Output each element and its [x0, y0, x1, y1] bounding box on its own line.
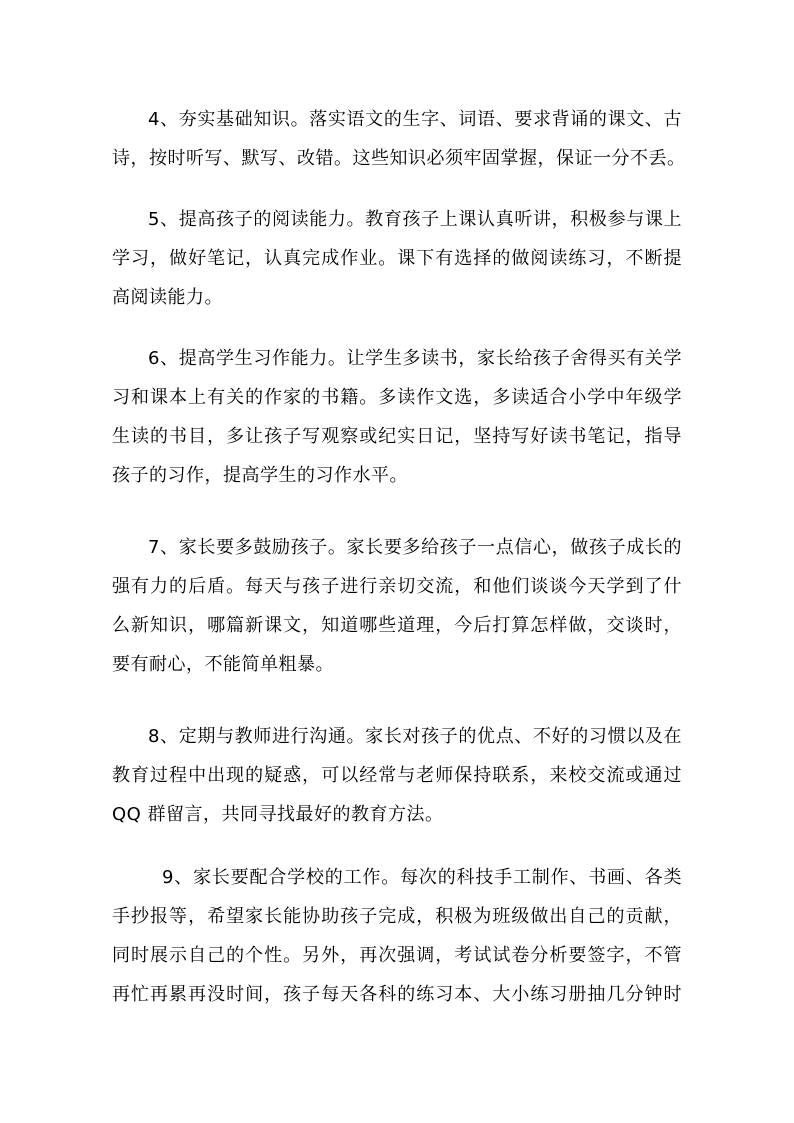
paragraph-line: 5、提高孩子的阅读能力。教育孩子上课认真听讲，积极参与课上 [148, 209, 682, 230]
paragraph-line: 7、家长要多鼓励孩子。家长要多给孩子一点信心，做孩子成长的 [148, 537, 682, 558]
paragraph-line: 8、定期与教师进行沟通。家长对孩子的优点、不好的习惯以及在 [148, 726, 682, 747]
paragraph-line: 么新知识，哪篇新课文，知道哪些道理，今后打算怎样做，交谈时， [112, 615, 682, 636]
paragraph-line: 学习，做好笔记，认真完成作业。课下有选择的做阅读练习，不断提 [112, 248, 682, 269]
paragraph-line: 同时展示自己的个性。另外，再次强调，考试试卷分析要签字，不管 [112, 945, 682, 966]
paragraph-line: 孩子的习作，提高学生的习作水平。 [112, 465, 408, 486]
paragraph-line: 诗，按时听写、默写、改错。这些知识必须牢固掌握，保证一分不丢。 [112, 148, 686, 169]
paragraph-line: 生读的书目，多让孩子写观察或纪实日记，坚持写好读书笔记，指导 [112, 426, 682, 447]
paragraph-9 [112, 858, 682, 1014]
paragraph-line: QQ 群留言，共同寻找最好的教育方法。 [112, 804, 444, 825]
paragraph-line: 9、家长要配合学校的工作。每次的科技手工制作、书画、各类 [162, 867, 682, 888]
paragraph-line: 习和课本上有关的作家的书籍。多读作文选，多读适合小学中年级学 [112, 387, 682, 408]
paragraph-line: 6、提高学生习作能力。让学生多读书，家长给孩子舍得买有关学 [148, 348, 682, 369]
paragraph-line: 4、夯实基础知识。落实语文的生字、词语、要求背诵的课文、古 [148, 109, 682, 130]
paragraph-line: 强有力的后盾。每天与孩子进行亲切交流，和他们谈谈今天学到了什 [112, 576, 682, 597]
paragraph-line: 再忙再累再没时间，孩子每天各科的练习本、大小练习册抽几分钟时 [112, 984, 682, 1005]
paragraph-line: 要有耐心，不能简单粗暴。 [112, 654, 334, 675]
paragraph-8 [112, 717, 682, 834]
paragraph-4 [112, 100, 686, 178]
paragraph-6 [112, 339, 682, 495]
paragraph-7 [112, 528, 682, 684]
paragraph-line: 手抄报等，希望家长能协助孩子完成，积极为班级做出自己的贡献， [112, 906, 682, 927]
paragraph-5 [112, 200, 682, 317]
paragraph-line: 高阅读能力。 [112, 287, 223, 308]
paragraph-line: 教育过程中出现的疑惑，可以经常与老师保持联系，来校交流或通过 [112, 765, 682, 786]
